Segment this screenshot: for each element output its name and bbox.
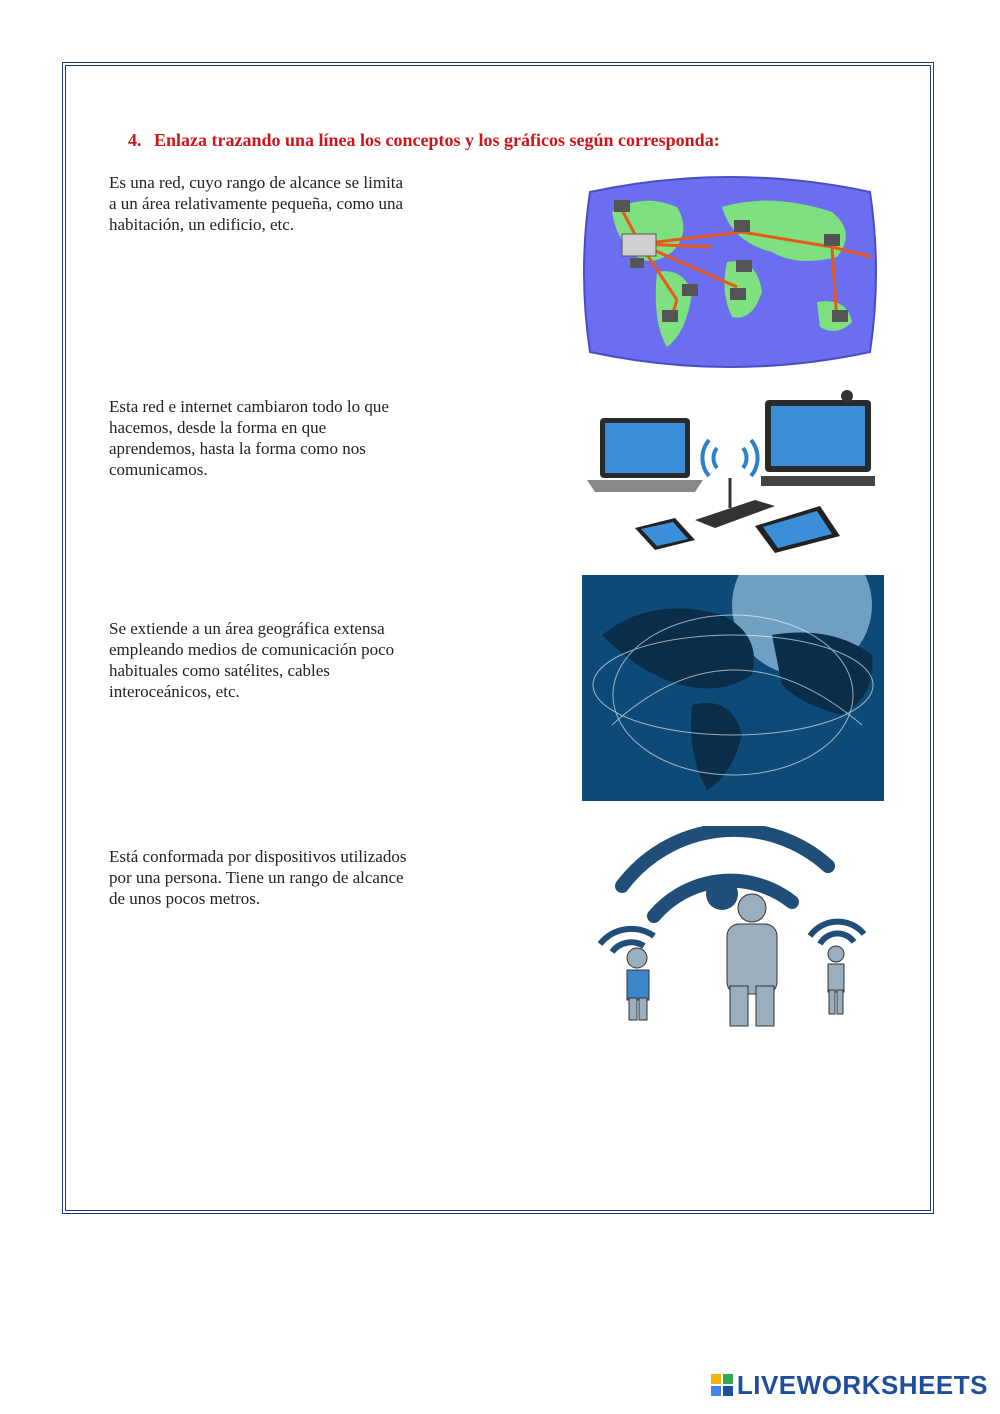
global-network-globe-image xyxy=(582,575,884,801)
concept-text-4: Está conformada por dispositivos utilizados por una persona. Tiene un rango de alcance de unos pocos metros. xyxy=(109,847,407,908)
exercise-heading xyxy=(128,130,888,151)
exercise-number: 4. xyxy=(128,130,142,150)
liveworksheets-logo[interactable] xyxy=(711,1370,988,1400)
concept-text-2: Esta red e internet cambiaron todo lo que hacemos, desde la forma en que aprendemos, hasta la forma como nos comunicamos. xyxy=(109,397,389,479)
concept-text-1: Es una red, cuyo rango de alcance se limita a un área relativamente pequeña, como una habitación, un edificio, etc. xyxy=(109,173,404,234)
world-network-map-image xyxy=(582,172,878,372)
connected-devices-image xyxy=(585,388,885,558)
concept-text-3: Se extiende a un área geográfica extensa empleando medios de comunicación poco habituales como satélites, cables interoceánicos, etc. xyxy=(109,619,395,701)
brand-name: LIVEWORKSHEETS xyxy=(736,1369,988,1400)
liveworksheets-icon xyxy=(711,1374,733,1396)
personal-wifi-people-image xyxy=(592,826,882,1031)
exercise-instruction: Enlaza trazando una línea los conceptos y los gráficos según corresponda: xyxy=(154,130,720,150)
